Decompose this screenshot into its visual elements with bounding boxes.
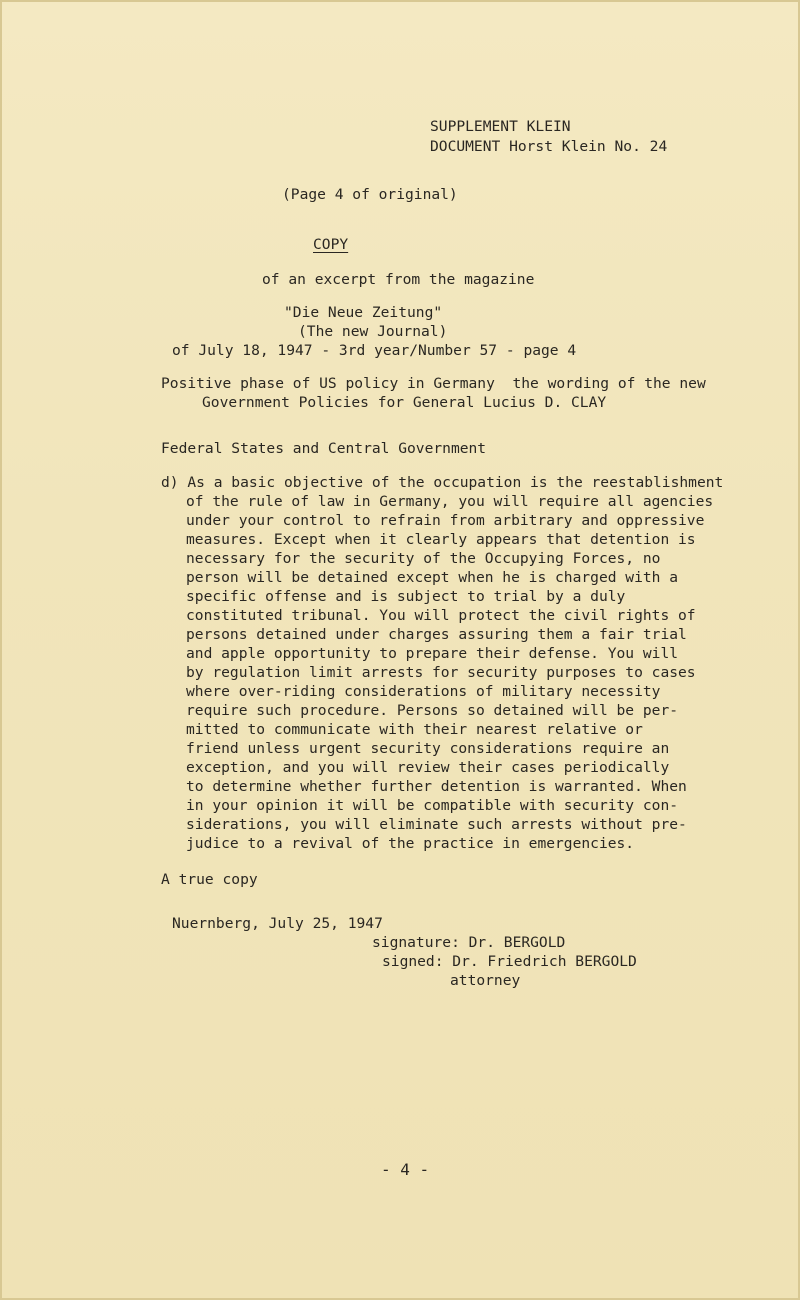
paragraph-line: judice to a revival of the practice in emergencies.: [186, 835, 635, 852]
magazine-issue: of July 18, 1947 - 3rd year/Number 57 - page 4: [172, 342, 577, 359]
paragraph-line: to determine whether further detention is warranted. When: [186, 778, 687, 795]
paragraph-line: person will be detained except when he is charged with a: [186, 569, 679, 586]
paragraph-line: friend unless urgent security considerations require an: [186, 740, 670, 757]
heading-line-1: Positive phase of US policy in Germany the wording of the new: [161, 375, 706, 392]
attorney-title: attorney: [450, 972, 521, 989]
place-and-date: Nuernberg, July 25, 1947: [172, 915, 383, 932]
page-number: - 4 -: [381, 1160, 430, 1179]
true-copy-note: A true copy: [161, 871, 258, 888]
paragraph-line: by regulation limit arrests for security purposes to cases: [186, 664, 696, 681]
section-title: Federal States and Central Government: [161, 440, 487, 457]
paragraph-line: exception, and you will review their cases periodically: [186, 759, 670, 776]
paragraph-line: specific offense and is subject to trial by a duly: [186, 588, 626, 605]
signature-line: signature: Dr. BERGOLD: [372, 934, 566, 951]
paragraph-line: measures. Except when it clearly appears that detention is: [186, 531, 696, 548]
paragraph-line: require such procedure. Persons so detained will be per-: [186, 702, 679, 719]
magazine-title: "Die Neue Zeitung": [284, 304, 443, 321]
paragraph-line: d) As a basic objective of the occupation is the reestablishment: [161, 474, 724, 491]
paragraph-line: siderations, you will eliminate such arrests without pre-: [186, 816, 687, 833]
page-reference: (Page 4 of original): [282, 186, 458, 203]
paragraph-line: persons detained under charges assuring them a fair trial: [186, 626, 687, 643]
paragraph-line: mitted to communicate with their nearest relative or: [186, 721, 643, 738]
paragraph-line: in your opinion it will be compatible with security con-: [186, 797, 679, 814]
paragraph-line: necessary for the security of the Occupying Forces, no: [186, 550, 661, 567]
magazine-translation: (The new Journal): [298, 323, 448, 340]
paragraph-line: where over-riding considerations of military necessity: [186, 683, 661, 700]
header-supplement: SUPPLEMENT KLEIN: [430, 118, 571, 135]
heading-line-2: Government Policies for General Lucius D. CLAY: [202, 394, 607, 411]
paragraph-line: of the rule of law in Germany, you will require all agencies: [186, 493, 714, 510]
header-document-number: DOCUMENT Horst Klein No. 24: [430, 138, 668, 155]
paragraph-line: and apple opportunity to prepare their defense. You will: [186, 645, 679, 662]
signed-line: signed: Dr. Friedrich BERGOLD: [382, 953, 637, 970]
paragraph-line: constituted tribunal. You will protect the civil rights of: [186, 607, 696, 624]
copy-label: COPY: [313, 236, 349, 253]
paragraph-line: under your control to refrain from arbitrary and oppressive: [186, 512, 705, 529]
excerpt-line-1: of an excerpt from the magazine: [262, 271, 535, 288]
